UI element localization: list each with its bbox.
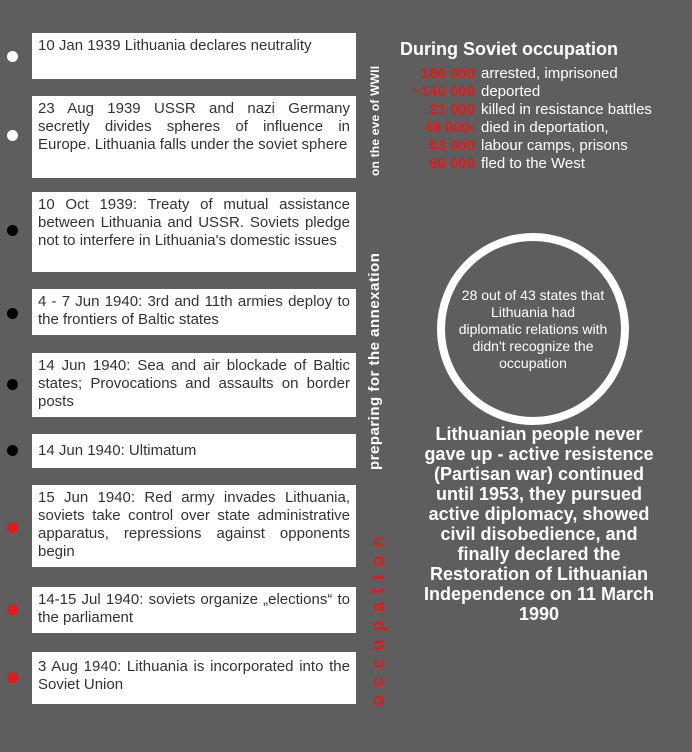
timeline-dot-7 [7,522,18,533]
timeline-card-3: 10 Oct 1939: Treaty of mutual assistance between Lithuania and USSR. Soviets pledge not to interfere in Lithuania's domestic issues [32,192,356,272]
stat-number: 60 000 [429,155,475,172]
stat-number: 21 000 [429,101,475,118]
timeline-card-9: 3 Aug 1940: Lithuania is incorporated into the Soviet Union [32,652,356,704]
phase-label-annexation: preparing for the annexation [366,252,383,470]
stat-label: labour camps, prisons [481,137,628,154]
stat-row [380,119,692,137]
timeline-card-2: 23 Aug 1939 USSR and nazi Germany secretly divides spheres of influence in Europe. Lithuania falls under the soviet sphere [32,96,356,178]
resistance-text: Lithuanian people never gave up - active resistence (Partisan war) continued until 1953, they pursued active diplomacy, showed civil disobedience, and finally declared the Restoration of Lithuanian Independence on 11 March 1990 [423,424,655,624]
stat-label: deported [481,83,541,100]
soviet-stats-title: During Soviet occupation [400,39,619,59]
timeline-dot-9 [7,672,18,683]
phase-label-wwii: on the eve of WWII [368,65,382,176]
stat-row [380,155,692,173]
stat-label: died in deportation, [481,119,609,136]
stat-label: fled to the West [481,155,585,172]
timeline-dot-1 [7,51,18,62]
timeline-dot-8 [7,604,18,615]
timeline-card-1: 10 Jan 1939 Lithuania declares neutrality [32,33,356,79]
stat-number: ~140 000 [412,83,475,100]
stat-row [380,137,692,155]
stat-row [380,83,692,101]
timeline-card-7: 15 Jun 1940: Red army invades Lithuania, soviets take control over state administrative apparatus, repressions against opponents begin [32,485,356,567]
timeline-card-4: 4 - 7 Jun 1940: 3rd and 11th armies deploy to the frontiers of Baltic states [32,289,356,335]
recognition-circle [437,233,629,425]
stat-row [380,101,692,119]
timeline-dot-3 [7,225,18,236]
stat-number: 53 000 [429,137,475,154]
timeline-dot-4 [7,308,18,319]
stat-label: killed in resistance battles [481,101,652,118]
stat-row [380,65,692,83]
stat-number: 48 000- [424,119,475,136]
timeline-dot-5 [7,379,18,390]
recognition-text: 28 out of 43 states that Lithuania had diplomatic relations with didn't recognize the occupation [458,286,608,371]
stat-label: arrested, imprisoned [481,65,618,82]
timeline-card-6: 14 Jun 1940: Ultimatum [32,434,356,468]
stat-number: 186 000 [420,65,475,82]
timeline-dot-2 [7,130,18,141]
timeline-card-8: 14-15 Jul 1940: soviets organize „elections“ to the parliament [32,587,356,633]
timeline-dot-6 [7,445,18,456]
timeline-card-5: 14 Jun 1940: Sea and air blockade of Baltic states; Provocations and assaults on border posts [32,353,356,417]
phase-label-occupation: occupation [368,527,388,706]
